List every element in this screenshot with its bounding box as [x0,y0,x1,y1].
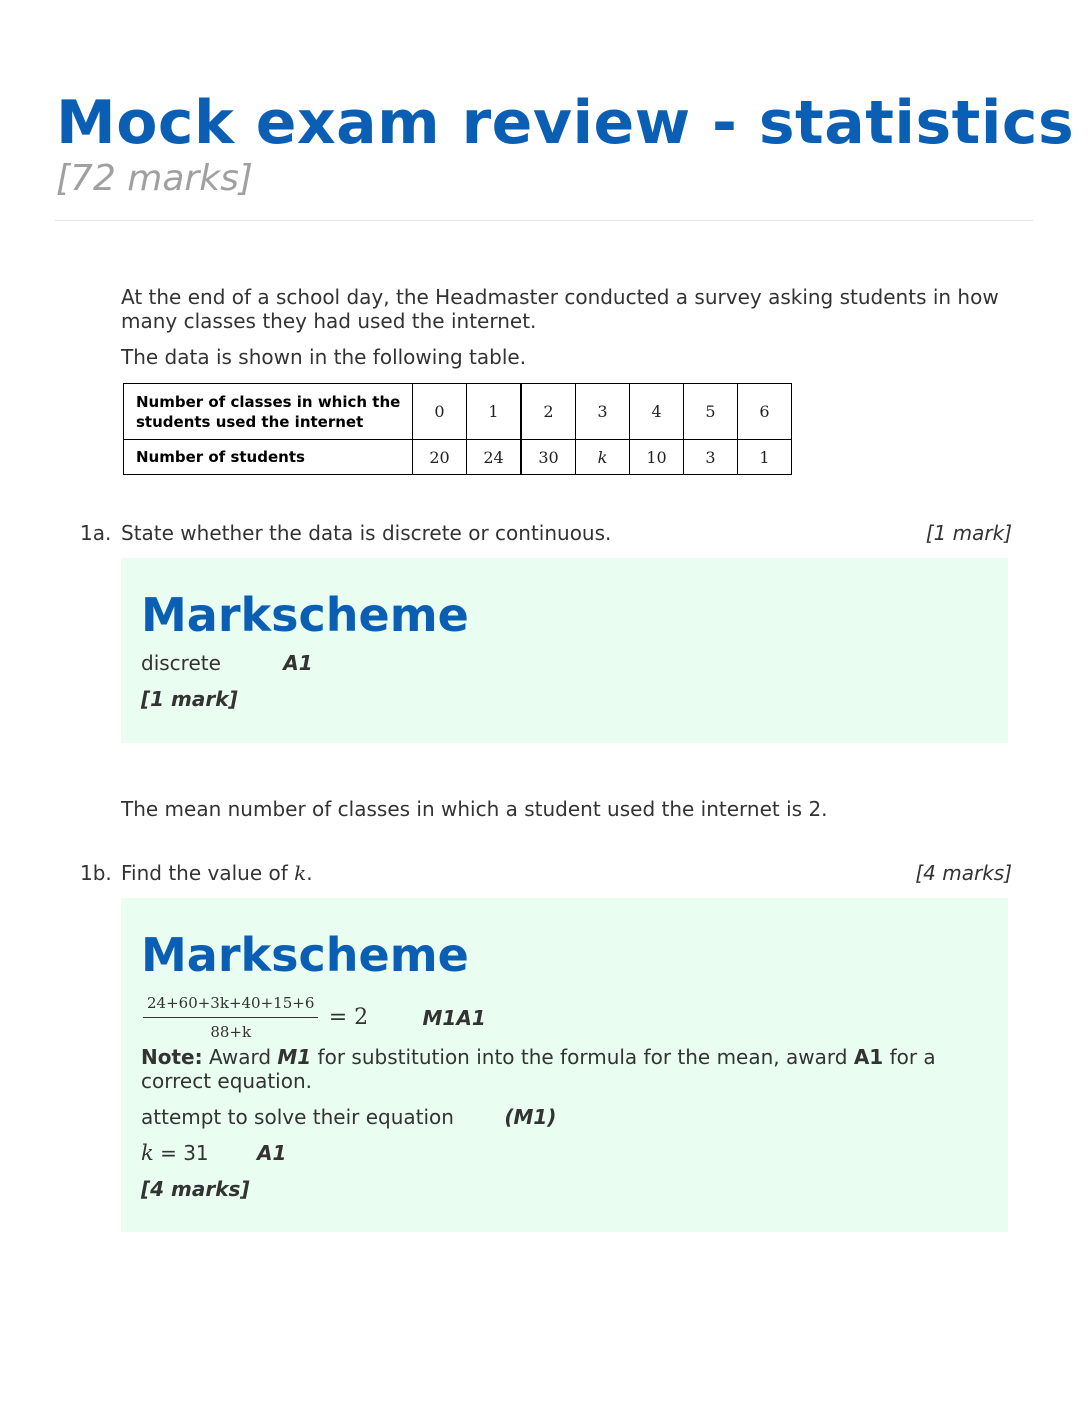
note-text: for a correct equation. [141,1045,936,1093]
table-cell: 0 [413,384,467,440]
table-cell: 20 [413,440,467,475]
question-text-end: . [306,861,313,885]
table-cell: 30 [521,440,576,475]
intro-paragraph-table-note: The data is shown in the following table. [121,345,527,369]
table-cell: 4 [630,384,684,440]
markscheme-total: [4 marks] [141,1177,250,1201]
award-code: (M1) [504,1105,557,1129]
markscheme-title: Markscheme [141,928,469,982]
markscheme-1b [121,898,1008,1232]
attempt-text: attempt to solve their equation [141,1105,454,1129]
math-variable: k [141,1141,154,1165]
markscheme-note [141,1045,991,1093]
table-row [124,440,792,475]
table-cell: 1 [738,440,792,475]
markscheme-answer: discrete [141,651,221,675]
markscheme-title: Markscheme [141,588,469,642]
award-code: M1A1 [422,1005,486,1030]
question-marks: [4 marks] [915,861,1012,885]
header-divider [55,220,1033,221]
markscheme-1a [121,558,1008,743]
table-row-header: Number of students [124,440,413,475]
note-award-a1: A1 [853,1045,884,1069]
question-marks: [1 mark] [925,521,1012,545]
markscheme-attempt-line [141,1105,991,1129]
table-cell: 1 [467,384,522,440]
markscheme-total: [1 mark] [141,687,238,711]
question-text: Find the value of [121,861,295,885]
math-variable: k [294,861,307,885]
note-text: Award [202,1045,278,1069]
table-cell: 5 [684,384,738,440]
note-award-m1: M1 [277,1045,312,1069]
total-marks: [72 marks] [56,158,253,199]
intro-paragraph: At the end of a school day, the Headmaster conducted a survey asking students in how many classes they had used the internet. [121,285,999,333]
table-row [124,384,792,440]
question-1a [80,521,1012,545]
note-text: for substitution into the formula for the mean, award [311,1045,854,1069]
award-code: A1 [257,1141,287,1165]
mean-statement: The mean number of classes in which a student used the internet is 2. [121,797,828,821]
table-cell: 2 [521,384,576,440]
table-cell: 6 [738,384,792,440]
markscheme-result-line [141,1141,991,1165]
table-cell: 24 [467,440,522,475]
table-row-header: Number of classes in which the students used the internet [124,384,413,440]
fraction-denominator: 88+k [210,1023,252,1041]
table-cell: 10 [630,440,684,475]
mean-fraction [143,991,318,1044]
table-cell: 3 [576,384,630,440]
question-number: 1a. [80,521,112,545]
note-label: Note: [141,1045,203,1069]
survey-table [123,383,792,475]
page-title: Mock exam review - statistics [56,88,1075,158]
table-cell: 3 [684,440,738,475]
markscheme-answer-line [141,651,991,675]
question-text: State whether the data is discrete or continuous. [121,521,612,545]
question-1b [80,861,1012,885]
award-code: A1 [283,651,313,675]
question-number: 1b. [80,861,112,885]
table-cell: k [576,440,630,475]
equation-result: = 2 [328,1004,369,1030]
fraction-numerator: 24+60+3k+40+15+6 [143,991,318,1018]
markscheme-equation-line [143,991,993,1044]
result-value: = 31 [153,1141,209,1165]
